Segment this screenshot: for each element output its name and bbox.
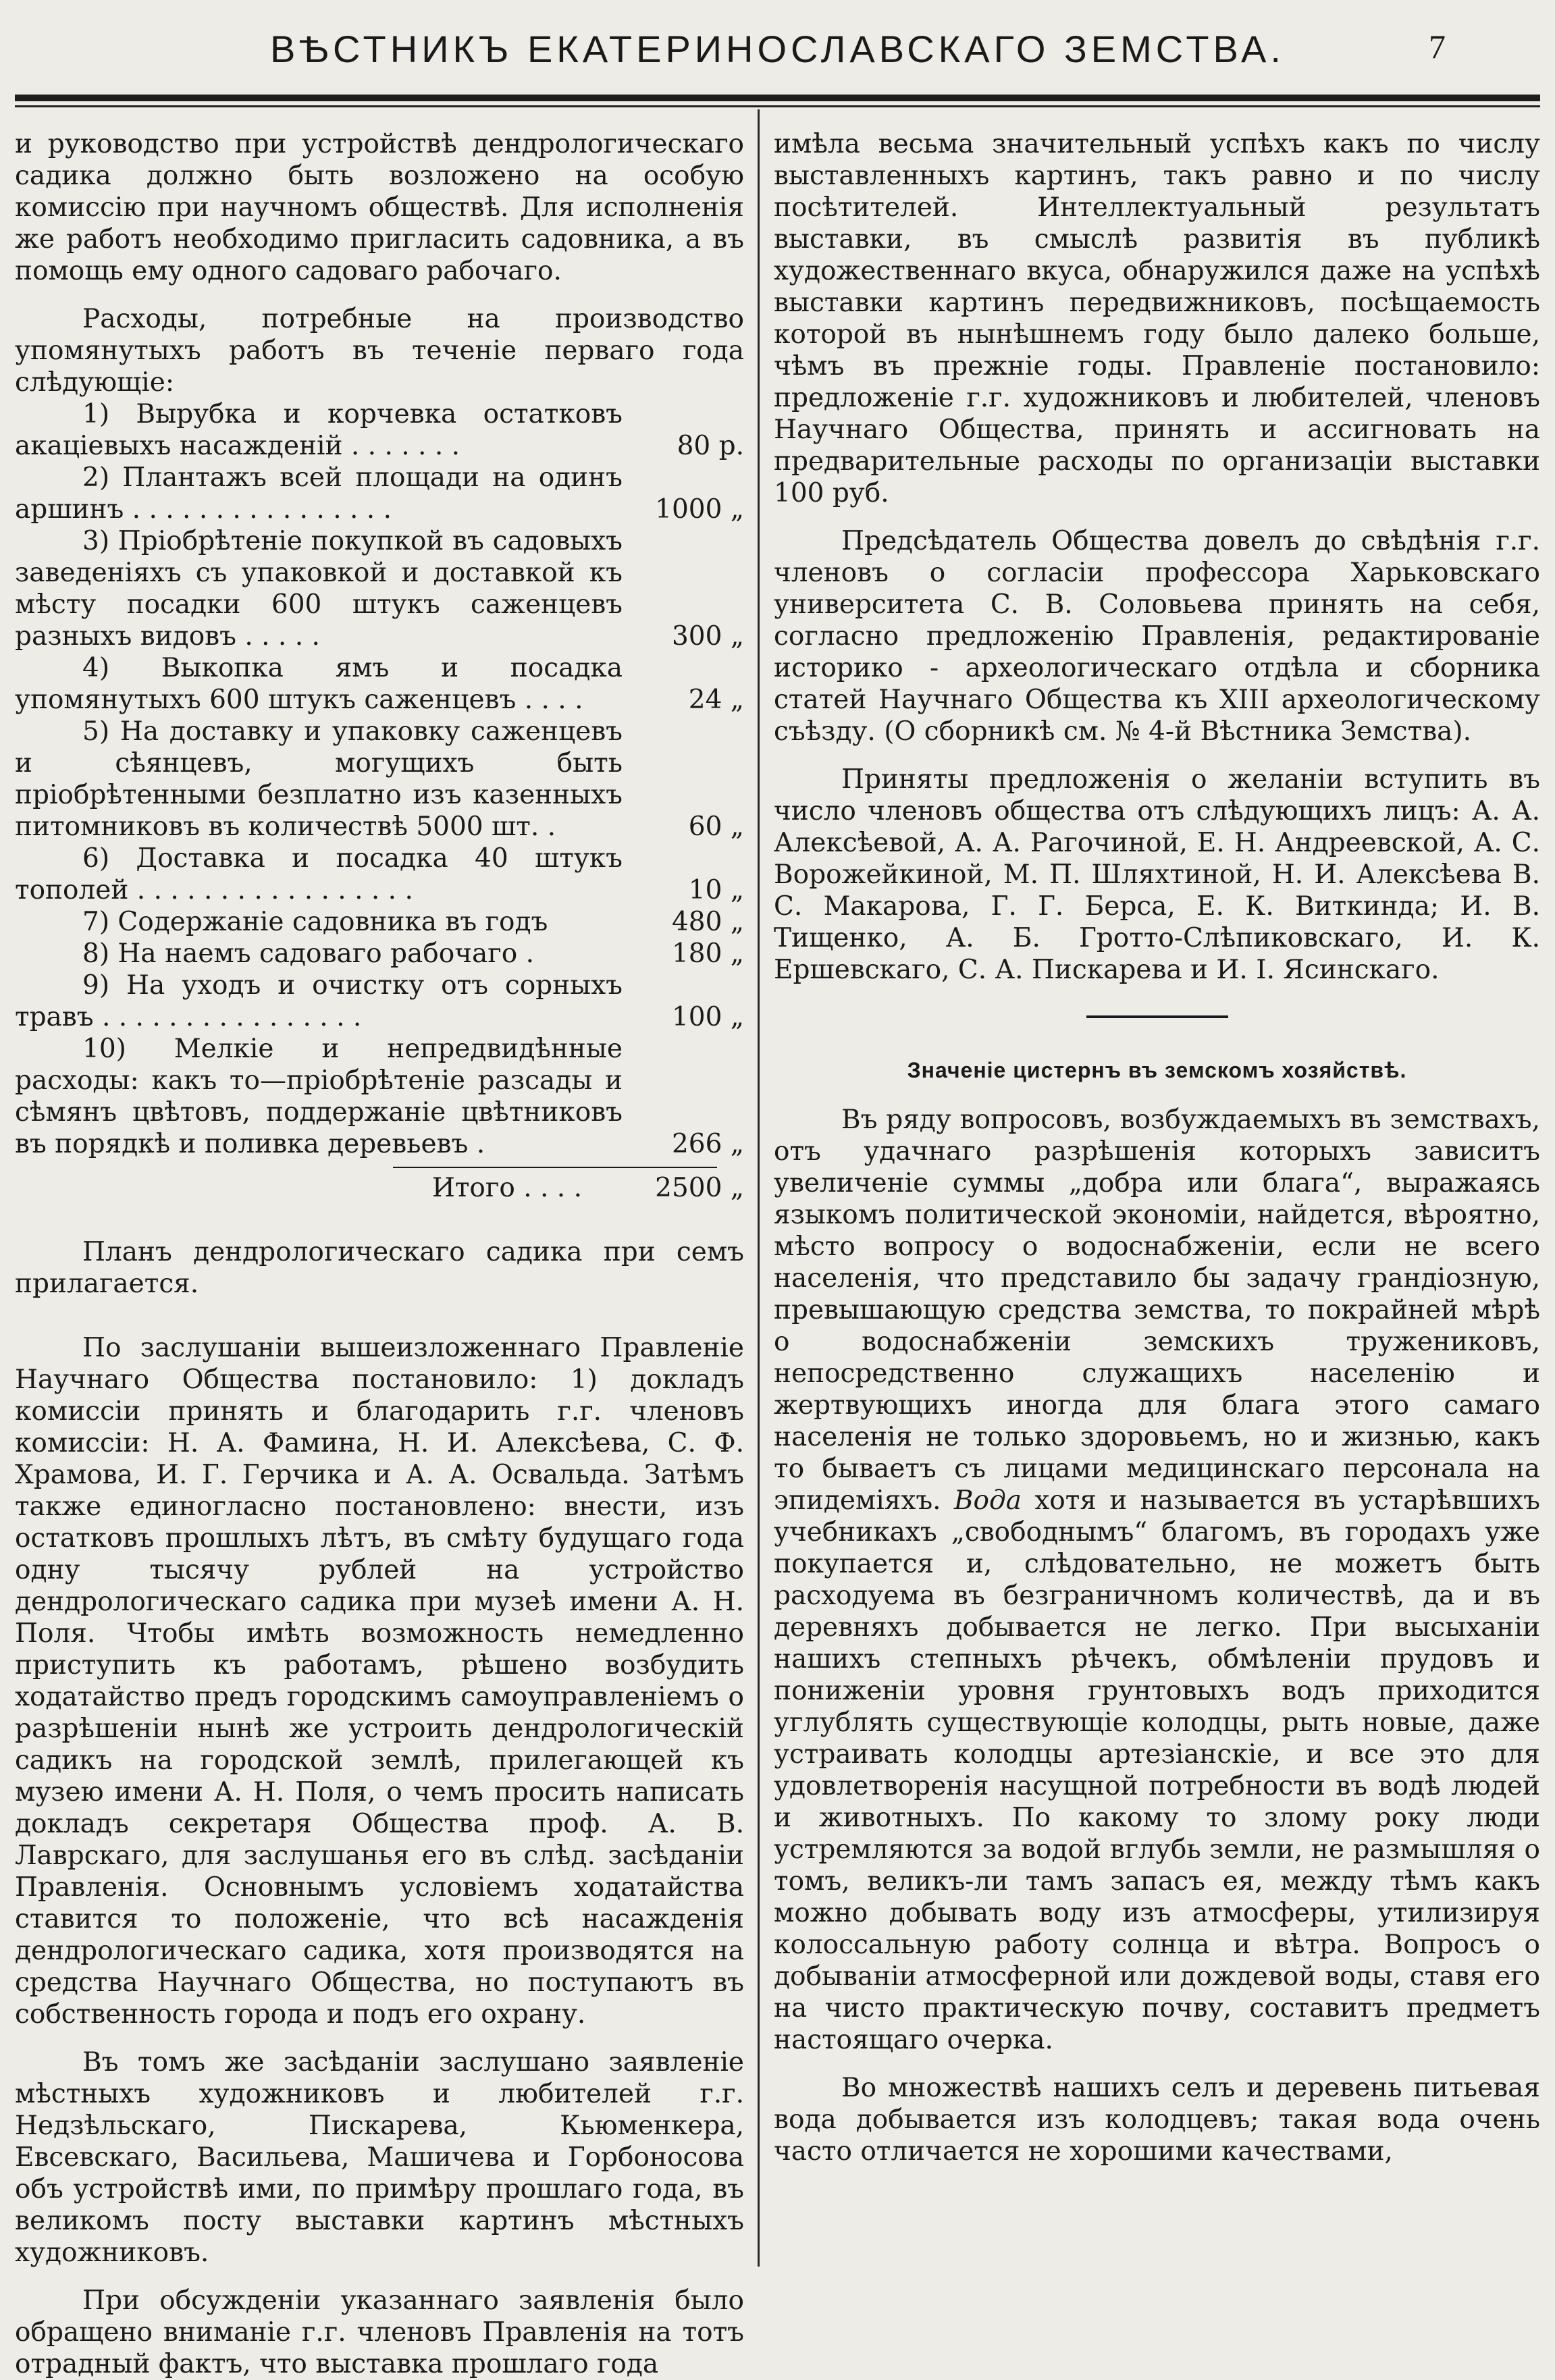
budget-item [15,525,744,652]
paragraph: Расходы, потребные на производство упомянутыхъ работъ въ теченіе перваго года слѣдующіе: [15,304,744,398]
budget-item-amount: 80 р. [677,431,744,461]
paragraph: Планъ дендрологическаго садика при семъ прилагается. [15,1237,744,1299]
budget-item-text: 3) Пріобрѣтеніе покупкой въ садовыхъ заведеніяхъ съ упаковкой и доставкой къ мѣсту посадки 600 штукъ саженцевъ разныхъ видовъ . . . . . [15,526,623,652]
left-column [15,128,744,2380]
total-amount: 2500 „ [655,1173,744,1203]
page-number: 7 [1429,28,1446,65]
budget-item-amount: 266 „ [671,1129,744,1159]
budget-item-text: 7) Содержаніе садовника въ годъ [82,907,548,937]
header-rule-thin [15,105,1540,107]
budget-item [15,938,744,970]
budget-item [15,1033,744,1160]
page-header [15,27,1540,74]
budget-item-text: 4) Выкопка ямъ и посадка упомянутыхъ 600 штукъ саженцевъ . . . . [15,653,623,715]
budget-item-amount: 24 „ [688,685,744,715]
paragraph: Во множествѣ нашихъ селъ и деревень питьевая вода добывается изъ колодцевъ; такая вода очень часто отличается не хорошими качествами, [774,2073,1540,2167]
budget-item-text: 10) Мелкіе и непредвидѣнные расходы: какъ то—пріобрѣтеніе разсады и сѣмянъ цвѣтовъ, поддержаніе цвѣтниковъ въ порядкѣ и поливка деревьевъ . [15,1034,623,1159]
budget-item [15,398,744,462]
budget-item-amount: 180 „ [671,938,744,969]
emphasis-word: Вода [953,1485,1022,1516]
budget-item-text: 2) Плантажъ всей площади на одинъ аршинъ . . . . . . . . . . . . . . . . [15,462,623,525]
text-run: хотя и называется въ устарѣвшихъ учебникахъ „свободнымъ“ благомъ, въ городахъ уже покупается и, слѣдовательно, не можетъ быть расходуема въ безграничномъ количествѣ, да и въ деревняхъ добывается не легко. При высыханіи нашихъ степныхъ рѣчекъ, обмѣленіи прудовъ и пониженіи уровня грунтовыхъ водъ приходится углублять существующіе колодцы, рыть новые, даже устраивать колодцы артезіанскіе, и все это для удовлетворенія насущной потребности въ водѣ людей и животныхъ. По какому то злому року люди устремляются за водой вглубь земли, не размышляя о томъ, великъ-ли тамъ запасъ ея, между тѣмъ какъ можно добывать воду изъ атмосферы, утилизируя колоссальную работу солнца и вѣтра. Вопросъ о добываніи атмосферной или дождевой воды, ставя его на чисто практическую почву, составитъ предметъ настоящаго очерка. [774,1485,1540,2055]
paragraph: и руководство при устройствѣ дендрологическаго садика должно быть возложено на особую комиссію при научномъ обществѣ. Для исполненія же работъ необходимо пригласить садовника, а въ помощь ему одного садоваго рабочаго. [15,129,744,286]
section-title: Значеніе цистернъ въ земскомъ хозяйствѣ. [907,1058,1407,1082]
paragraph: Въ томъ же засѣданіи заслушано заявленіе мѣстныхъ художниковъ и любителей г.г. Недзѣльскаго, Пискарева, Кьюменкера, Евсевскаго, Васильева, Машичева и Горбоносова объ устройствѣ ими, по примѣру прошлаго года, въ великомъ посту выставки картинъ мѣстныхъ художниковъ. [15,2047,744,2268]
paragraph: Предсѣдатель Общества довелъ до свѣдѣнія г.г. членовъ о согласіи профессора Харьковскаго университета С. В. Соловьева принять на себя, согласно предложенію Правленія, редактированіе историко - археологическаго отдѣла и сборника статей Научнаго Общества къ XIII археологическому съѣзду. (О сборникѣ см. № 4-й Вѣстника Земства). [774,526,1540,747]
budget-item [15,906,744,938]
paragraph: имѣла весьма значительный успѣхъ какъ по числу выставленныхъ картинъ, такъ равно и по числу посѣтителей. Интеллектуальный результатъ выставки, въ смыслѣ развитія въ публикѣ художественнаго вкуса, обнаружился даже на успѣхѣ выставки картинъ передвижниковъ, посѣщаемость которой въ нынѣшнемъ году было далеко больше, чѣмъ въ прежніе годы. Правленіе постановило: предложеніе г.г. художниковъ и любителей, членовъ Научнаго Общества, принять и ассигновать на предварительные расходы по организаціи выставки 100 руб. [774,129,1540,508]
right-column [774,128,1540,2167]
budget-item [15,462,744,525]
budget-list [15,398,744,1204]
budget-item [15,716,744,843]
budget-item [15,970,744,1033]
budget-item-text: 1) Вырубка и корчевка остатковъ акаціевыхъ насажденій . . . . . . . [15,399,623,461]
budget-item-amount: 100 „ [671,1002,744,1032]
total-rule [393,1167,717,1168]
budget-item-text: 8) На наемъ садоваго рабочаго . [82,938,534,969]
budget-item-amount: 1000 „ [655,494,744,525]
budget-item-amount: 60 „ [688,812,744,842]
column-divider [758,109,760,2267]
budget-item-text: 5) На доставку и упаковку саженцевъ и сѣянцевъ, могущихъ быть пріобрѣтенными безплатно изъ казенныхъ питомниковъ въ количествѣ 5000 шт. . [15,716,623,842]
budget-item-amount: 10 „ [688,875,744,905]
budget-item [15,843,744,906]
paragraph [774,1104,1540,2056]
section-separator [1086,1015,1228,1018]
budget-item-text: 6) Доставка и посадка 40 штукъ тополей . . . . . . . . . . . . . . . . . [15,843,623,905]
header-rule-thick [15,95,1540,101]
paragraph: По заслушаніи вышеизложеннаго Правленіе Научнаго Общества постановило: 1) докладъ комиссіи принять и благодарить г.г. членовъ комиссіи: Н. А. Фамина, Н. И. Алексѣева, С. Ф. Храмова, И. Г. Герчика и А. А. Освальда. Затѣмъ также единогласно постановлено: внести, изъ остатковъ прошлыхъ лѣтъ, въ смѣту будущаго года одну тысячу рублей на устройство дендрологическаго садика при музеѣ имени А. Н. Поля. Чтобы имѣть возможность немедленно приступить къ работамъ, рѣшено возбудить ходатайство предъ городскимъ самоуправленіемъ о разрѣшеніи нынѣ же устроить дендрологическій садикъ на городской землѣ, прилегающей къ музею имени А. Н. Поля, о чемъ просить написать докладъ секретаря Общества проф. А. В. Лаврскаго, для заслушанья его въ слѣд. засѣданіи Правленія. Основнымъ условіемъ ходатайства ставится то положеніе, что всѣ насажденія дендрологическаго садика, хотя производятся на средства Научнаго Общества, но поступаютъ въ собственность города и подъ его охрану. [15,1333,744,2030]
total-label: Итого . . . . [431,1173,582,1203]
budget-item [15,652,744,716]
budget-item-text: 9) На уходъ и очистку отъ сорныхъ травъ . . . . . . . . . . . . . . . . [15,970,623,1032]
text-run: Въ ряду вопросовъ, возбуждаемыхъ въ земствахъ, отъ удачнаго разрѣшенія которыхъ зависитъ увеличеніе суммы „добра или блага“, выражаясь языкомъ политической экономіи, найдется, вѣроятно, мѣсто вопросу о водоснабженіи, если не всего населенія, что представило бы задачу грандіозную, превышающую средства земства, то покрайней мѣрѣ о водоснабженіи земскихъ тружениковъ, непосредственно служащихъ населенію и жертвующихъ иногда для блага этого самаго населенія не только здоровьемъ, но и жизнью, какъ то бываетъ съ лицами медицинскаго персонала на эпидеміяхъ. [774,1105,1540,1516]
budget-item-amount: 300 „ [671,621,744,652]
journal-title: ВѢСТНИКЪ ЕКАТЕРИНОСЛАВСКАГО ЗЕМСТВА. [270,28,1285,70]
paragraph: При обсужденіи указаннаго заявленія было обращено вниманіе г.г. членовъ Правленія на тотъ отрадный фактъ, что выставка прошлаго года [15,2285,744,2379]
budget-total [15,1172,744,1204]
paragraph: Приняты предложенія о желаніи вступить въ число членовъ общества отъ слѣдующихъ лицъ: А. А. Алексѣевой, А. А. Рагочиной, Е. Н. Андреевской, А. С. Ворожейкиной, М. П. Шляхтиной, Н. И. Алексѣева В. С. Макарова, Г. Г. Берса, Е. К. Виткинда; И. В. Тищенко, А. Б. Гротто-Слѣпиковскаго, И. К. Ершевскаго, С. А. Пискарева и И. І. Ясинскаго. [774,764,1540,985]
budget-item-amount: 480 „ [671,907,744,937]
